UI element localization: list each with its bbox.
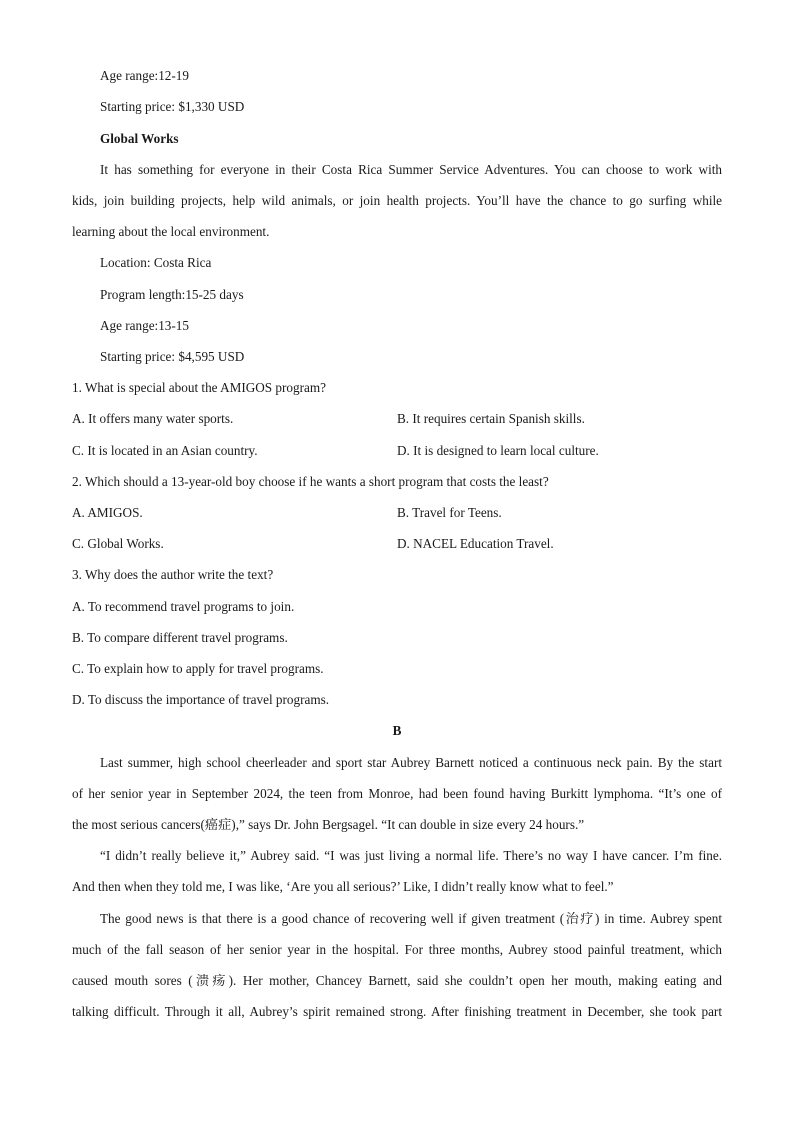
global-works-length: Program length:15-25 days <box>100 287 244 302</box>
option-b: B. Travel for Teens. <box>397 505 502 520</box>
option-b: B. To compare different travel programs. <box>72 630 288 645</box>
global-works-para-line: kids, join building projects, help wild animals, or join health projects. You’ll have the chance to go surfing while <box>72 193 722 208</box>
option-b: B. It requires certain Spanish skills. <box>397 411 585 426</box>
paragraph-line: the most serious cancers(癌症),” says Dr. John Bergsagel. “It can double in size every 24 hours.” <box>72 817 585 832</box>
option-c: C. It is located in an Asian country. <box>72 443 258 458</box>
paragraph-line: much of the fall season of her senior year in the hospital. For three months, Aubrey stood painful treatment, which <box>72 942 722 957</box>
option-d: D. NACEL Education Travel. <box>397 536 554 551</box>
option-a: A. AMIGOS. <box>72 505 143 520</box>
question-stem: 3. Why does the author write the text? <box>72 567 274 582</box>
option-a: A. To recommend travel programs to join. <box>72 599 295 614</box>
option-c: C. To explain how to apply for travel programs. <box>72 661 324 676</box>
amigos-age-range: Age range:12-19 <box>100 68 189 83</box>
option-c: C. Global Works. <box>72 536 164 551</box>
paragraph-line: of her senior year in September 2024, the teen from Monroe, had been found having Burkitt lymphoma. “It’s one of <box>72 786 722 801</box>
global-works-para-line: learning about the local environment. <box>72 224 270 239</box>
paragraph-line: The good news is that there is a good chance of recovering well if given treatment (治疗) in time. Aubrey spent <box>100 911 722 926</box>
paragraph-line: talking difficult. Through it all, Aubrey’s spirit remained strong. After finishing treatment in December, she took part <box>72 1004 722 1019</box>
global-works-heading: Global Works <box>100 131 179 146</box>
section-label: B <box>392 723 402 738</box>
global-works-age-range: Age range:13-15 <box>100 318 189 333</box>
question-stem: 2. Which should a 13-year-old boy choose if he wants a short program that costs the least? <box>72 474 549 489</box>
option-d: D. It is designed to learn local culture. <box>397 443 599 458</box>
amigos-starting-price: Starting price: $1,330 USD <box>100 99 245 114</box>
question-stem: 1. What is special about the AMIGOS program? <box>72 380 326 395</box>
global-works-location: Location: Costa Rica <box>100 255 212 270</box>
paragraph-line: “I didn’t really believe it,” Aubrey said. “I was just living a normal life. There’s no way I have cancer. I’m fine. <box>100 848 722 863</box>
paragraph-line: And then when they told me, I was like, ‘Are you all serious?’ Like, I didn’t really know what to feel.” <box>72 879 614 894</box>
option-a: A. It offers many water sports. <box>72 411 234 426</box>
option-d: D. To discuss the importance of travel programs. <box>72 692 330 707</box>
global-works-starting-price: Starting price: $4,595 USD <box>100 349 245 364</box>
paragraph-line: Last summer, high school cheerleader and sport star Aubrey Barnett noticed a continuous neck pain. By the start <box>100 755 722 770</box>
paragraph-line: caused mouth sores (溃疡). Her mother, Chancey Barnett, said she couldn’t open her mouth, making eating and <box>72 973 722 988</box>
global-works-para-line: It has something for everyone in their Costa Rica Summer Service Adventures. You can choose to work with <box>100 162 722 177</box>
